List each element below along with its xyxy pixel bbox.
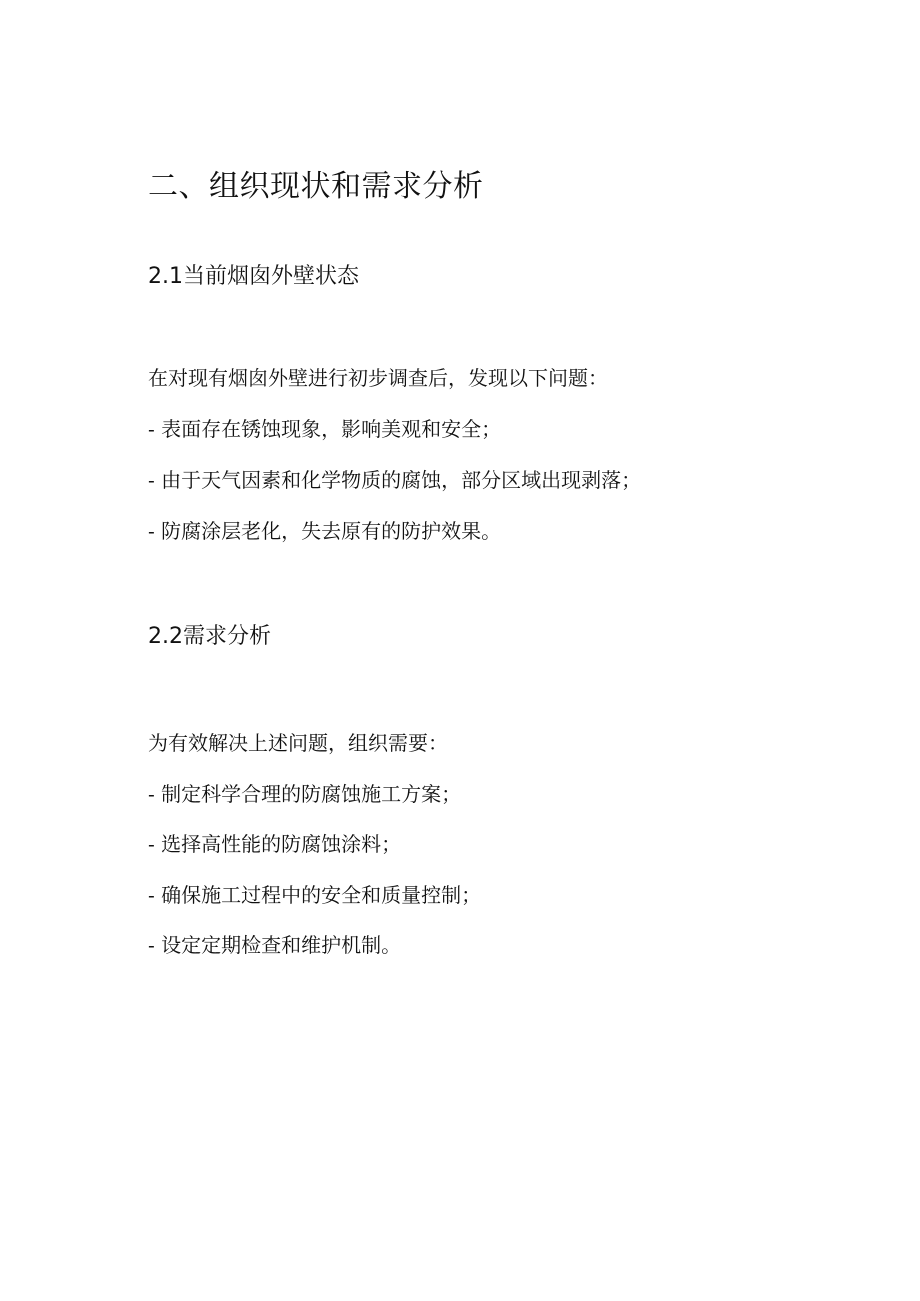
list-item: - 防腐涂层老化，失去原有的防护效果。 — [148, 519, 502, 543]
list-item: - 选择高性能的防腐蚀涂料； — [148, 832, 402, 856]
list-item: - 制定科学合理的防腐蚀施工方案； — [148, 782, 462, 806]
section-title: 二、组织现状和需求分析 — [148, 169, 484, 204]
subsection-heading-needs-analysis: 2.2需求分析 — [148, 624, 271, 649]
list-item: - 表面存在锈蚀现象，影响美观和安全； — [148, 417, 502, 441]
list-item: - 确保施工过程中的安全和质量控制； — [148, 883, 482, 907]
subsection-heading-current-state: 2.1当前烟囱外壁状态 — [148, 264, 359, 289]
list-item: - 设定定期检查和维护机制。 — [148, 933, 402, 957]
list-item: - 由于天气因素和化学物质的腐蚀，部分区域出现剥落； — [148, 468, 642, 492]
paragraph-intro-needs: 为有效解决上述问题，组织需要： — [148, 731, 448, 755]
paragraph-intro-problems: 在对现有烟囱外壁进行初步调查后，发现以下问题： — [148, 366, 608, 390]
